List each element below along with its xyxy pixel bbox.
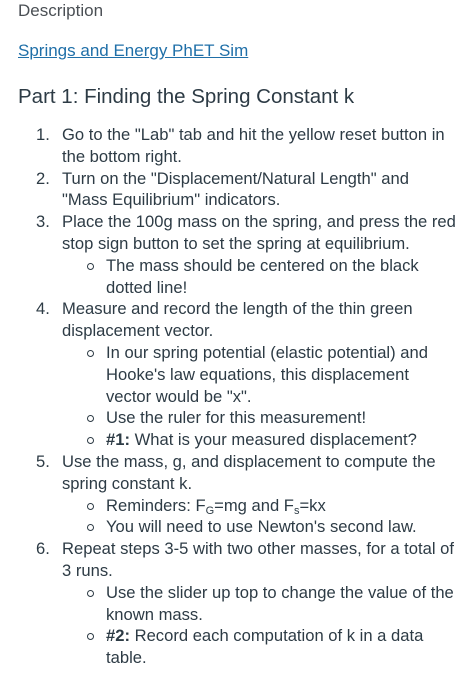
question-1	[106, 429, 456, 451]
step-4	[62, 298, 470, 451]
reminder-prefix: Reminders: F	[106, 495, 206, 515]
step-text: Repeat steps 3-5 with two other masses, for a total of 3 runs.	[62, 539, 454, 580]
subscript-g: G	[205, 504, 215, 517]
step-text: Use the mass, g, and displacement to compute the spring constant k.	[62, 451, 436, 493]
step-2	[62, 168, 470, 212]
bullet-item: Use the ruler for this measurement!	[106, 407, 456, 429]
steps-list	[0, 124, 470, 669]
part-title: Part 1: Finding the Spring Constant k	[18, 85, 355, 108]
question-text: What is your measured displacement?	[129, 430, 417, 450]
bullet-item: You will need to use Newton's second law.	[106, 516, 456, 538]
step-3-bullets	[62, 255, 456, 299]
reminder-suffix: =kx	[299, 495, 326, 515]
step-6	[62, 538, 470, 669]
question-2	[106, 625, 456, 669]
bullet-item: In our spring potential (elastic potential) and Hooke's law equations, this displacement vector would be "x".	[106, 342, 456, 407]
question-label: #1:	[106, 430, 130, 450]
question-text: Record each computation of k in a data table.	[106, 626, 424, 668]
step-text: Place the 100g mass on the spring, and press the red stop sign button to set the spring at equilibrium.	[62, 212, 456, 253]
phet-sim-link[interactable]: Springs and Energy PhET Sim	[18, 41, 249, 60]
reminder-mid: =mg and F	[214, 495, 294, 515]
description-header: Description	[18, 1, 104, 20]
step-3	[62, 211, 470, 298]
step-text: Go to the "Lab" tab and hit the yellow reset button in the bottom right.	[62, 125, 445, 166]
step-5	[62, 451, 470, 538]
step-1	[62, 124, 470, 168]
step-5-bullets	[62, 495, 456, 539]
step-text: Turn on the "Displacement/Natural Length" and "Mass Equilibrium" indicators.	[62, 168, 409, 210]
reminder-item	[106, 495, 456, 517]
subscript-s: s	[293, 504, 300, 517]
bullet-item: Use the slider up top to change the value of the known mass.	[106, 582, 456, 626]
question-label: #2:	[106, 626, 130, 646]
step-6-bullets	[62, 582, 456, 669]
step-4-bullets	[62, 342, 456, 451]
step-text: Measure and record the length of the thin green displacement vector.	[62, 299, 413, 341]
bullet-item: The mass should be centered on the black dotted line!	[106, 255, 456, 299]
